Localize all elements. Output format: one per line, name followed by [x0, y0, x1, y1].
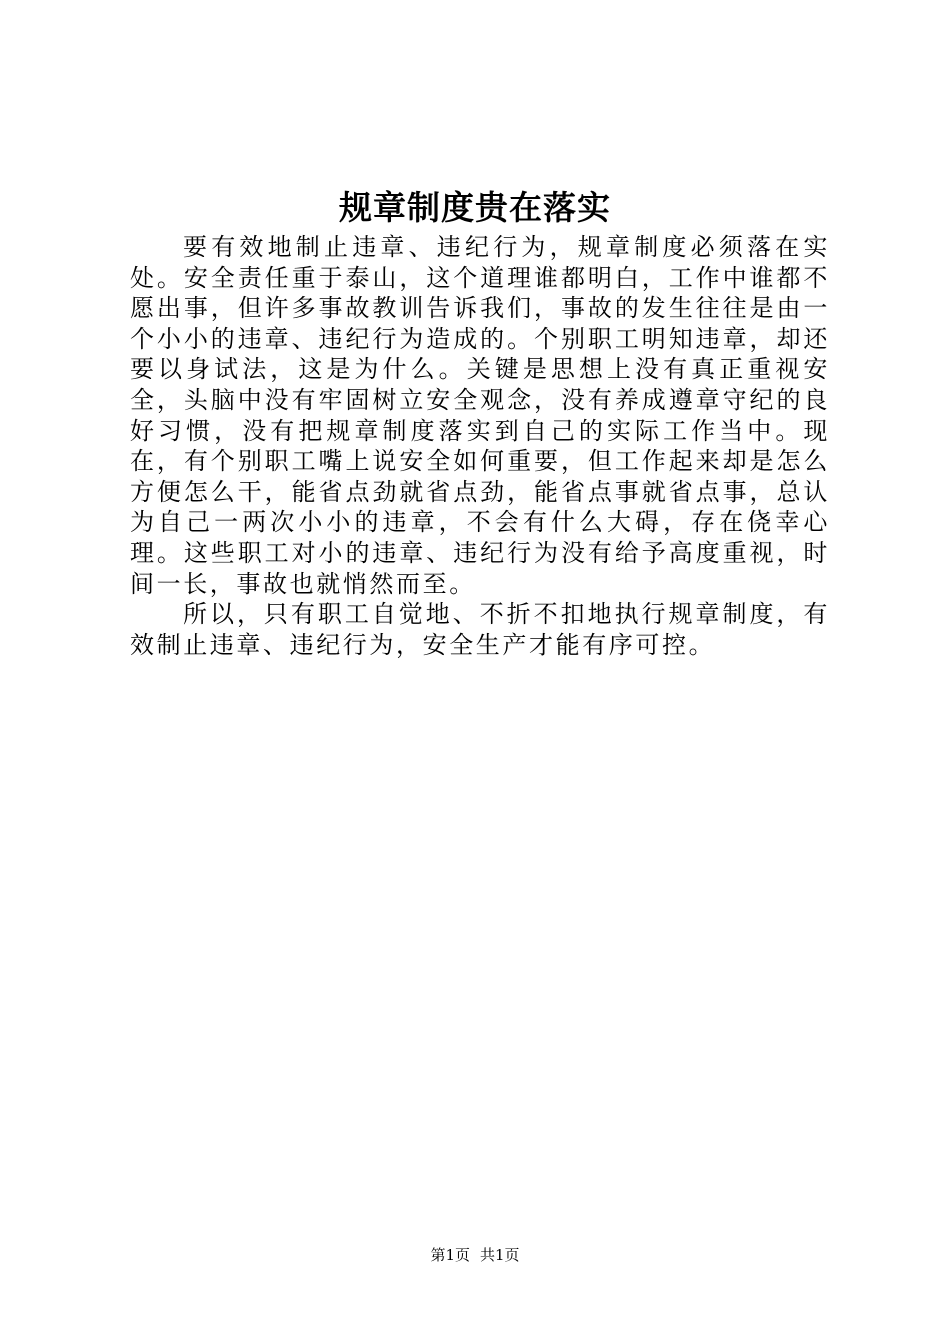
document-title: 规章制度贵在落实	[339, 188, 611, 227]
page-number-total: 共1页	[480, 1246, 520, 1264]
page-number-current: 第1页	[430, 1246, 470, 1264]
page-footer	[0, 1244, 950, 1266]
document-body	[130, 232, 830, 660]
body-paragraph-2: 所以，只有职工自觉地、不折不扣地执行规章制度，有效制止违章、违纪行为，安全生产才能有序可控。	[130, 600, 830, 659]
body-paragraph-1: 要有效地制止违章、违纪行为，规章制度必须落在实处。安全责任重于泰山，这个道理谁都明白，工作中谁都不愿出事，但许多事故教训告诉我们，事故的发生往往是由一个小小的违章、违纪行为造成的。个别职工明知违章，却还要以身试法，这是为什么。关键是思想上没有真正重视安全，头脑中没有牢固树立安全观念，没有养成遵章守纪的良好习惯，没有把规章制度落实到自己的实际工作当中。现在，有个别职工嘴上说安全如何重要，但工作起来却是怎么方便怎么干，能省点劲就省点劲，能省点事就省点事，总认为自己一两次小小的违章，不会有什么大碍，存在侥幸心理。这些职工对小的违章、违纪行为没有给予高度重视，时间一长，事故也就悄然而至。	[130, 233, 830, 598]
